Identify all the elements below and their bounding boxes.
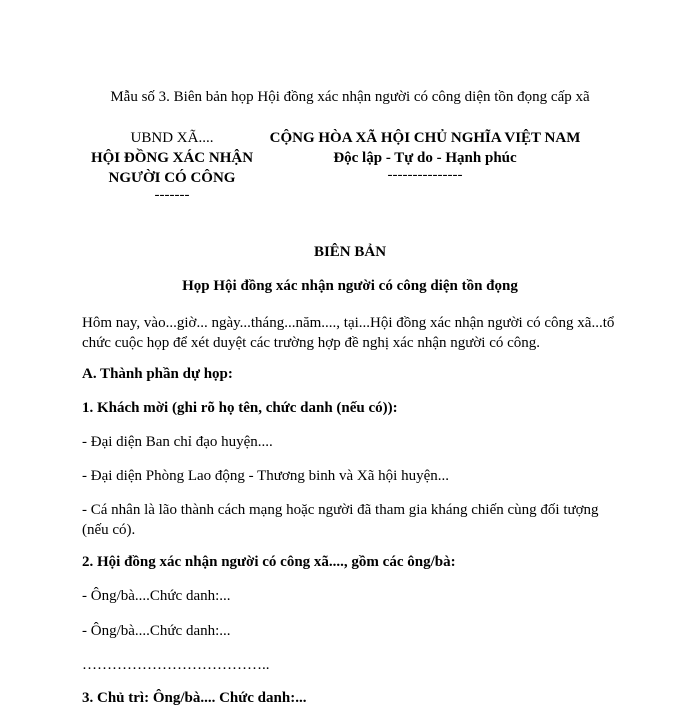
document-subtitle: Họp Hội đồng xác nhận người có công diện tồn đọng [182,278,518,294]
section-a-heading: A. Thành phần dự họp: [82,366,233,382]
intro-paragraph: Hôm nay, vào...giờ... ngày...tháng...năm...., tại...Hội đồng xác nhận người có công xã...tổ chức cuộc họp để xét duyệt các trường hợp đề nghị xác nhận người có công. [82,315,615,351]
item1-line: - Đại diện Ban chỉ đạo huyện.... [82,434,273,450]
item1-line: - Cá nhân là lão thành cách mạng hoặc người đã tham gia kháng chiến cùng đối tượng (nếu có). [82,502,599,538]
item2-line: ……………………………….. [82,657,270,673]
document-title: BIÊN BẢN [313,244,387,260]
left-header-divider: ------- [154,187,190,203]
item2-line: - Ông/bà....Chức danh:... [82,588,231,604]
item3-heading: 3. Chủ trì: Ông/bà.... Chức danh:... [82,690,307,706]
item1-heading: 1. Khách mời (ghi rõ họ tên, chức danh (nếu có)): [82,400,398,416]
item1-line: - Đại diện Phòng Lao động - Thương binh và Xã hội huyện... [82,468,449,484]
left-header [62,128,282,202]
right-header [250,128,600,182]
item2-line: - Ông/bà....Chức danh:... [82,623,231,639]
form-title: Mẫu số 3. Biên bản họp Hội đồng xác nhận người có công diện tồn đọng cấp xã [110,89,590,105]
right-header-divider: --------------- [387,167,463,183]
commune-committee: UBND XÃ.... [130,130,214,146]
national-title: CỘNG HÒA XÃ HỘI CHỦ NGHĨA VIỆT NAM [269,130,581,146]
council-name-line2: NGƯỜI CÓ CÔNG [108,170,236,186]
item2-heading: 2. Hội đồng xác nhận người có công xã...., gồm các ông/bà: [82,554,456,570]
council-name-line1: HỘI ĐỒNG XÁC NHẬN [90,150,254,166]
national-motto: Độc lập - Tự do - Hạnh phúc [333,150,517,166]
